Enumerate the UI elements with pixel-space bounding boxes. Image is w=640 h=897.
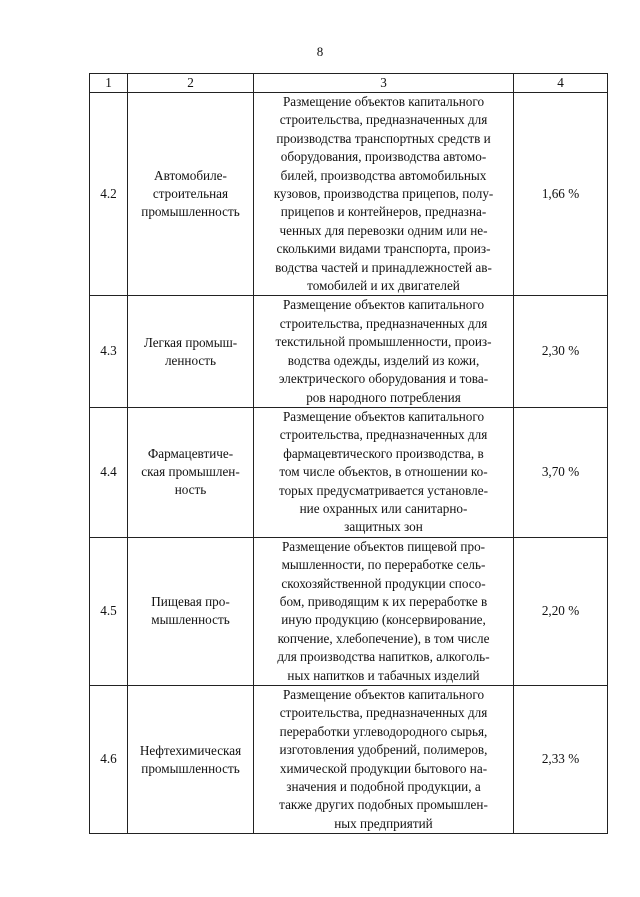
use-description-line: Размещение объектов капитального	[282, 408, 485, 424]
industry-name	[128, 93, 254, 296]
header-cell-3: 3	[254, 74, 514, 93]
use-description-line: текстильной промышленности, произ-	[275, 334, 492, 350]
use-description	[254, 537, 514, 685]
use-description-line: Размещение объектов капитального	[282, 297, 485, 313]
use-description-line: бом, приводящим к их переработке в	[279, 593, 488, 609]
industry-name-line: промышленность	[141, 204, 240, 220]
use-description-line: значения и подобной продукции, а	[286, 779, 481, 795]
use-description-line: прицепов и контейнеров, предназна-	[280, 204, 487, 220]
industry-name	[128, 686, 254, 834]
industry-name-line: Фармацевтиче-	[147, 446, 234, 462]
percentage-value: 2,30 %	[514, 296, 608, 407]
table-row	[90, 407, 608, 537]
industry-name-line: строительная	[152, 186, 229, 202]
industry-name-line: мышленность	[151, 612, 230, 628]
use-description-line: для производства напитков, алкоголь-	[277, 649, 490, 665]
row-number: 4.6	[90, 686, 128, 834]
table-row	[90, 93, 608, 296]
use-description-line: иную продукцию (консервирование,	[281, 612, 486, 628]
table-row	[90, 686, 608, 834]
row-number: 4.3	[90, 296, 128, 407]
industry-name-line: промышленность	[141, 760, 240, 776]
industry-name-line: Нефтехимическая	[139, 742, 242, 758]
use-description-line: строительства, предназначенных для	[279, 112, 488, 128]
land-use-table	[89, 73, 608, 834]
use-description-line: Размещение объектов капитального	[282, 94, 485, 109]
use-description-line: сколькими видами транспорта, произ-	[276, 241, 491, 257]
industry-name	[128, 407, 254, 537]
use-description-line: строительства, предназначенных для	[279, 705, 488, 721]
use-description-line: торых предусматривается установле-	[278, 482, 488, 498]
use-description-line: производства транспортных средств и	[276, 130, 491, 146]
industry-name-line: Легкая промыш-	[143, 334, 238, 350]
table-header-row	[90, 74, 608, 93]
industry-name-line: ленность	[164, 352, 217, 368]
use-description-line: кузовов, производства прицепов, полу-	[273, 186, 494, 202]
use-description-line: также других подобных промышлен-	[279, 797, 488, 813]
use-description-line: фармацевтического производства, в	[283, 445, 484, 461]
use-description-line: переработки углеводородного сырья,	[279, 723, 488, 739]
use-description-line: ние охранных или санитарно-	[299, 500, 468, 516]
industry-name-line: Автомобиле-	[154, 168, 227, 184]
percentage-value: 2,20 %	[514, 537, 608, 685]
percentage-value: 2,33 %	[514, 686, 608, 834]
use-description-line: оборудования, производства автомо-	[280, 149, 487, 165]
percentage-value: 3,70 %	[514, 407, 608, 537]
table-row	[90, 537, 608, 685]
use-description-line: водства частей и принадлежностей ав-	[275, 259, 492, 275]
use-description-line: ченных для перевозки одним или не-	[279, 222, 488, 238]
industry-name	[128, 296, 254, 407]
use-description-line: ных предприятий	[334, 815, 433, 831]
use-description-line: электрического оборудования и това-	[278, 371, 489, 387]
use-description-line: скохозяйственной продукции спосо-	[281, 575, 486, 591]
header-cell-2: 2	[128, 74, 254, 93]
industry-name-line: Пищевая про-	[151, 594, 230, 610]
percentage-value: 1,66 %	[514, 93, 608, 296]
use-description-line: строительства, предназначенных для	[279, 427, 488, 443]
use-description	[254, 686, 514, 834]
use-description-line: мышленности, по переработке сель-	[281, 557, 486, 573]
use-description-line: томобилей и их двигателей	[307, 278, 460, 294]
header-cell-1: 1	[90, 74, 128, 93]
use-description-line: химической продукции бытового на-	[279, 760, 488, 776]
use-description-line: Размещение объектов капитального	[282, 687, 485, 702]
table-body	[90, 93, 608, 834]
table-row	[90, 296, 608, 407]
row-number: 4.5	[90, 537, 128, 685]
industry-name	[128, 537, 254, 685]
use-description-line: билей, производства автомобильных	[280, 167, 487, 183]
page-number: 8	[316, 44, 324, 59]
use-description	[254, 296, 514, 407]
header-cell-4: 4	[514, 74, 608, 93]
use-description	[254, 93, 514, 296]
use-description-line: водства одежды, изделий из кожи,	[287, 352, 480, 368]
use-description-line: ных напитков и табачных изделий	[287, 667, 480, 683]
use-description-line: защитных зон	[344, 519, 423, 535]
use-description	[254, 407, 514, 537]
use-description-line: ров народного потребления	[306, 389, 461, 405]
use-description-line: строительства, предназначенных для	[279, 315, 488, 331]
use-description-line: Размещение объектов пищевой про-	[281, 538, 486, 554]
industry-name-line: ская промышлен-	[141, 464, 240, 480]
use-description-line: копчение, хлебопечение), в том числе	[277, 630, 490, 646]
industry-name-line: ность	[174, 482, 207, 498]
row-number: 4.4	[90, 407, 128, 537]
row-number: 4.2	[90, 93, 128, 296]
use-description-line: том числе объектов, в отношении ко-	[279, 464, 488, 480]
use-description-line: изготовления удобрений, полимеров,	[279, 742, 488, 758]
